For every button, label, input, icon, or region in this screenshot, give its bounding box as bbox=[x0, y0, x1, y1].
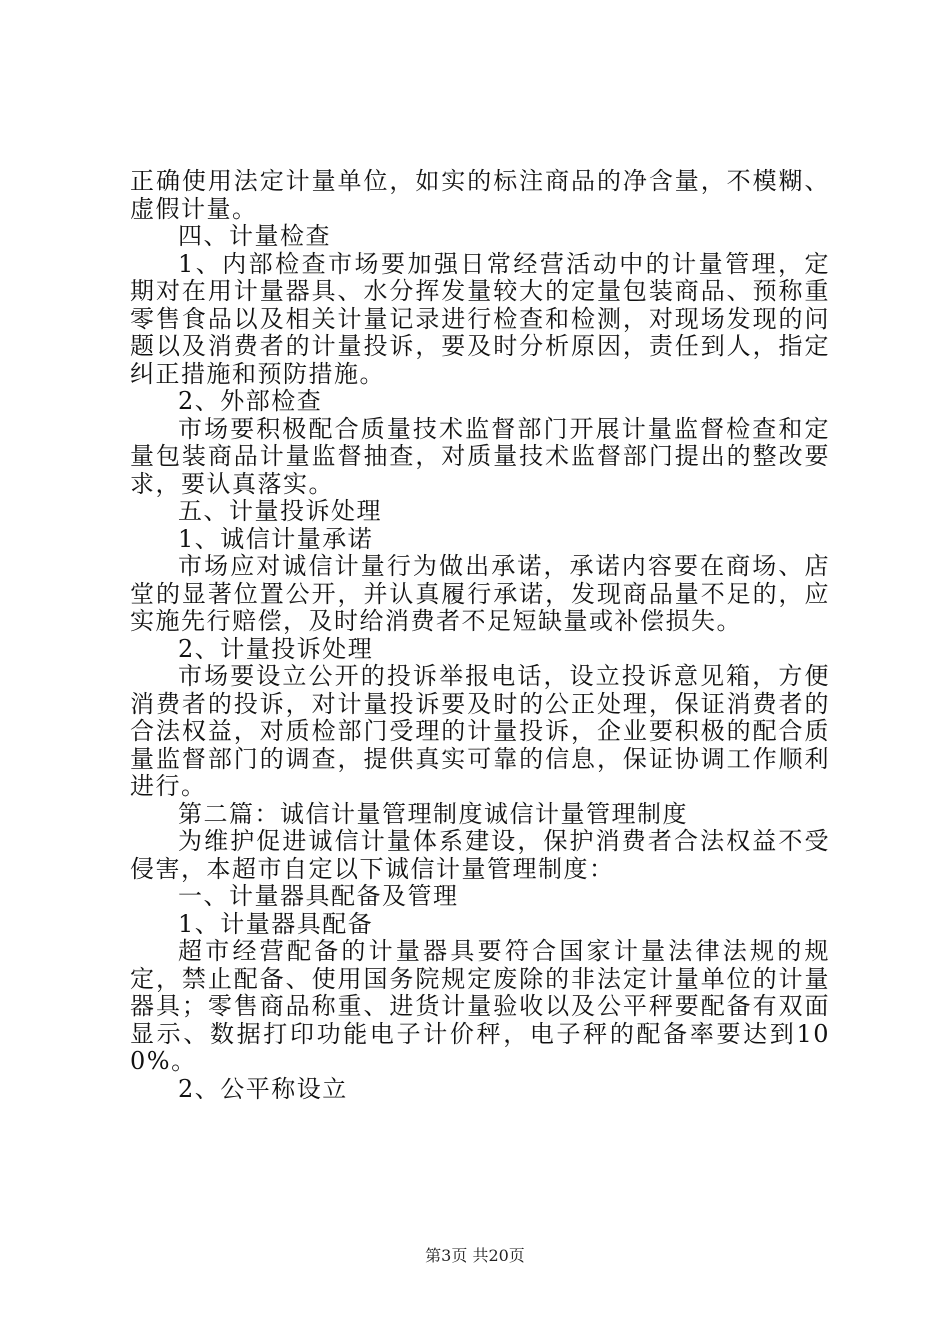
subsection-heading: 2、公平称设立 bbox=[178, 1074, 348, 1103]
section-heading: 一、计量器具配备及管理 bbox=[178, 882, 459, 910]
paragraph: 市场要积极配合质量技术监督部门开展计量监督检查和定量包装商品计量监督抽查，对质量技术监督部门提出的整改要求，要认真落实。 bbox=[130, 414, 830, 498]
page-number-label: 第3页 共20页 bbox=[425, 1246, 525, 1265]
paragraph: 市场应对诚信计量行为做出承诺，承诺内容要在商场、店堂的显著位置公开，并认真履行承诺，发现商品量不足的，应实施先行赔偿，及时给消费者不足短缺量或补偿损失。 bbox=[130, 552, 830, 635]
section-heading: 五、计量投诉处理 bbox=[178, 497, 382, 525]
subsection-heading: 2、计量投诉处理 bbox=[178, 634, 374, 663]
section-heading: 四、计量检查 bbox=[178, 222, 331, 250]
subsection-heading: 1、诚信计量承诺 bbox=[178, 524, 374, 553]
page-footer bbox=[0, 1243, 950, 1266]
paragraph: 正确使用法定计量单位，如实的标注商品的净含量，不模糊、虚假计量。 bbox=[130, 167, 830, 223]
paragraph: 市场要设立公开的投诉举报电话，设立投诉意见箱，方便消费者的投诉，对计量投诉要及时的公正处理，保证消费者的合法权益，对质检部门受理的计量投诉，企业要积极的配合质量监督部门的调查，提供真实可靠的信息，保证协调工作顺利进行。 bbox=[130, 662, 830, 800]
subsection-heading: 2、外部检查 bbox=[178, 387, 323, 415]
chapter-heading: 第二篇：诚信计量管理制度诚信计量管理制度 bbox=[178, 799, 688, 828]
paragraph: 1、内部检查市场要加强日常经营活动中的计量管理，定期对在用计量器具、水分挥发量较大的定量包装商品、预称重零售食品以及相关计量记录进行检查和检测，对现场发现的问题以及消费者的计量投诉，要及时分析原因，责任到人，指定纠正措施和预防措施。 bbox=[130, 249, 830, 388]
subsection-heading: 1、计量器具配备 bbox=[178, 909, 374, 938]
paragraph: 为维护促进诚信计量体系建设，保护消费者合法权益不受侵害，本超市自定以下诚信计量管理制度： bbox=[130, 827, 830, 883]
document-body bbox=[130, 168, 830, 1103]
paragraph: 超市经营配备的计量器具要符合国家计量法律法规的规定，禁止配备、使用国务院规定废除的非法定计量单位的计量器具；零售商品称重、进货计量验收以及公平秤要配备有双面显示、数据打印功能电子计价秤，电子秤的配备率要达到100%。 bbox=[130, 937, 830, 1075]
